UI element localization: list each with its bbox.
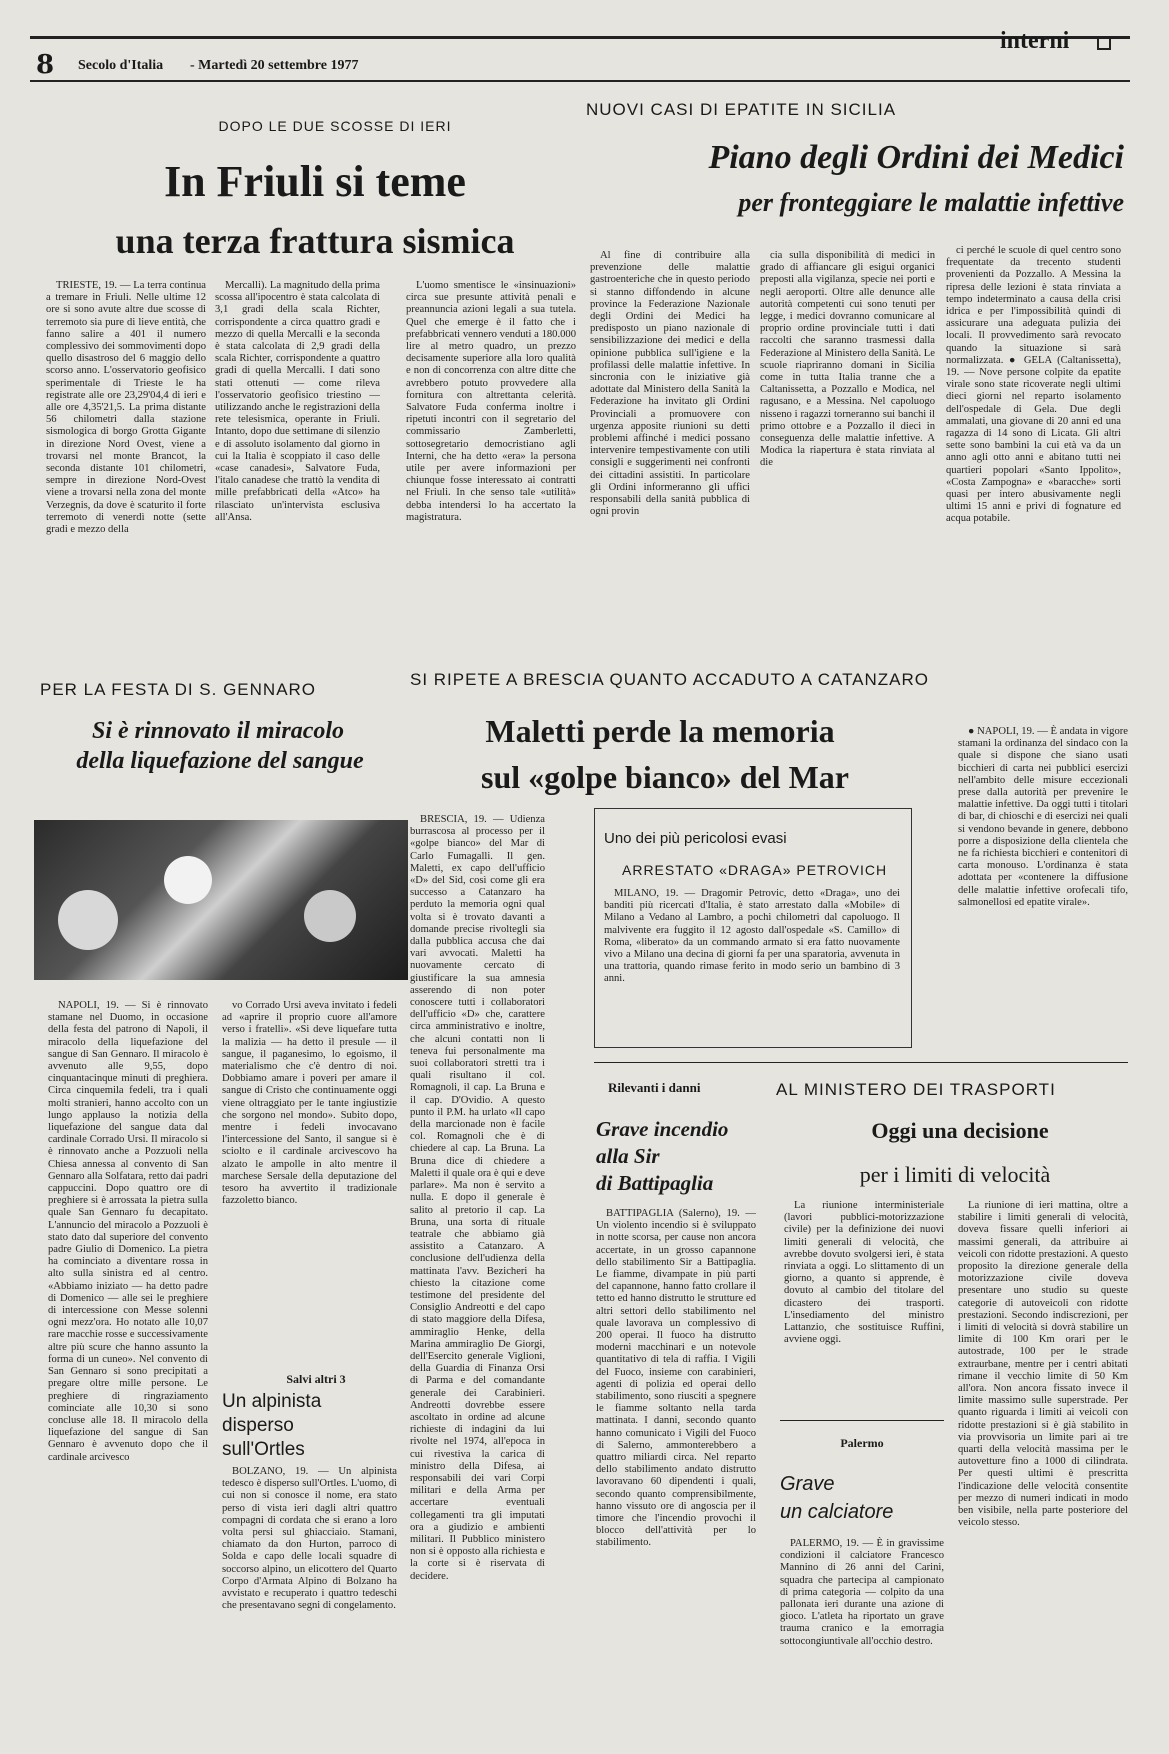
lower-right-rule	[594, 1062, 1128, 1063]
alpinista-headline-2: disperso	[222, 1415, 294, 1436]
battipaglia-headline-1: Grave incendio	[596, 1117, 729, 1141]
battipaglia-headline	[596, 1116, 776, 1197]
gennaro-column-2: vo Corrado Ursi aveva invitato i fedeli ad «aprire il proprio cuore all'amore verso i fratelli». «Si deve liquefare tutta la malizia — ha detto il presule — il sangue, il paganesimo, lo egoismo, il materialismo che c'è dentro di noi. Dobbiamo amare i poveri per amare il sangue di Cristo che continuamente oggi viene oltraggiato per le tante ingiustizie che sorgono nel mondo». Subito dopo, mentre i fedeli invocavano l'intercessione del Santo, il sangue si è sciolto e il cardinale arcivescovo ha alzato le ampolle in alto mentre il marchese Sersale della deputazione del tesoro ha avvertito il tradizionale fazzoletto bianco.	[222, 1000, 397, 1207]
masthead-rule	[30, 80, 1130, 82]
friuli-column-2: Mercalli). La magnitudo della prima scossa all'ipocentro è stata calcolata di 3,1 gradi della scala Richter, corrispondente a circa quattro gradi e mezzo di quella Mercalli e la seconda è stata calcolata di 2,9 gradi della scala Richter, corrispondente a quattro gradi di quella Mercalli. I dati sono stati ottenuti — come rileva l'osservatorio geofisico triestino — utilizzando anche le registrazioni della rete telesismica, operante in Friuli. Intanto, dopo due settimane di silenzio e di assoluto isolamento dal giorno in cui la Italia è scoppiato il caso delle «case canadesi», Salvatore Fuda, l'italo canadese che trattò la vendita di mille prefabbricati della «Atco» ha rilasciato un'intervista esclusiva all'Ansa.	[215, 280, 380, 523]
friuli-kicker: DOPO LE DUE SCOSSE DI IERI	[218, 118, 452, 134]
calciatore-headline-1: Grave	[780, 1473, 835, 1495]
velocita-column-1: La riunione interministeriale (lavori pubblici-motorizzazione civile) per la definizione dei nuovi limiti generali di velocità, che avrebbe dovuto svolgersi ieri, è stata rinviata a oggi. Lo slittamento di un giorno, a quanto si apprende, è dovuto al cambio del titolare del dicastero dei trasporti. L'insediamento del ministro Lattanzio, che sostituisce Ruffini, avviene oggi.	[784, 1200, 944, 1346]
battipaglia-headline-2: alla Sir	[596, 1144, 660, 1168]
calciatore-kicker: Palermo	[840, 1436, 884, 1450]
epatite-headline-2: per fronteggiare le malattie infettive	[738, 188, 1124, 217]
epatite-column-2: cia sulla disponibilità di medici in grado di affiancare gli esigui organici preposti alla vigilanza, specie nei porti e negli aeroporti. Oltre alle denunce alle autorità competenti cui sono tenuti per legge, i medici dovranno comunicare al proprio ordine provinciale tutti i dati raccolti che saranno trasmessi dalla Federazione al Ministero della Sanità. Le scuole riapriranno domani in Sicilia come in tutta Italia tranne che a Caltanissetta, a Pozzallo e Modica, nel ragusano, e a Messina. Nel capoluogo nisseno i ragazzi torneranno sui banchi il primo ottobre e a Pozzallo il dieci in conseguenza delle malattie infettive. A Modica la riapertura è stata rinviata al die	[760, 250, 935, 469]
alpinista-body: BOLZANO, 19. — Un alpinista tedesco è disperso sull'Ortles. L'uomo, di cui non si conosce il nome, era stato perso di vista ieri dagli altri quattro compagni di cordata che si erano a loro volta persi sul ghiacciaio. Stamani, chiamato da don Hurton, parroco di Solda e capo delle locali squadre di soccorso alpino, un elicottero del Quarto Corpo d'Armata Alpino di Bolzano ha avvistato e recuperato i quattro tedeschi che presentavano segni di congelamento.	[222, 1466, 397, 1612]
friuli-column-3: L'uomo smentisce le «insinuazioni» circa sue presunte attività penali e preannuncia azioni legali a sua tutela. Quel che emerge è il fatto che i prefabbricati vennero venduti a 180.000 lire al metro quadro, un prezzo decisamente superiore alla loro qualità e non di concorrenza con altre ditte che avrebbero potuto provvedere alla fornitura con altrettanta celerità. Salvatore Fuda conferma inoltre i ripetuti incontri con il segretario del commissario Zamberletti, sottosegretario democristiano agli Interni, che ha detto «era» la persona utile per avere informazioni per chiunque fosse interessato ai contratti nel Friuli. In che senso tale «utilità» debba intendersi lo ha accertato la magistratura.	[406, 280, 576, 523]
calciatore-headline-2: un calciatore	[780, 1501, 894, 1523]
gennaro-photo	[34, 820, 408, 980]
maletti-headline-1: Maletti perde la memoria	[485, 713, 835, 749]
maletti-headline-2: sul «golpe bianco» del Mar	[480, 759, 849, 795]
velocita-headline-1: Oggi una decisione	[871, 1118, 1049, 1143]
section-square-icon	[1097, 36, 1111, 50]
alpinista-headline-1: Un alpinista	[222, 1391, 322, 1412]
gennaro-headline-2: della liquefazione del sangue	[76, 748, 364, 774]
napoli-bicchieri-column: ● NAPOLI, 19. — È andata in vigore stamani la ordinanza del sindaco con la quale si dispone che siano usati bicchieri di carta nei pubblici esercizi nell'ambito delle misure eccezionali prese dalla autorità per prevenire le malattie infettive. Da oggi tutti i titolari di bar, di chioschi e di esercizi nei quali si vendono bevande in genere, debbono porre a disposizione della clientela che ne fa richiesta bicchieri e contenitori di carta monouso. L'ordinanza è stata adottata per «contenere la diffusione delle malattie infettive orofecali tifo, salmonellosi ed epatite virale».	[958, 726, 1128, 908]
friuli-headline-2: una terza frattura sismica	[115, 221, 515, 261]
photo-figure	[304, 890, 356, 942]
battipaglia-kicker: Rilevanti i danni	[608, 1080, 701, 1095]
alpinista-headline-3: sull'Ortles	[222, 1439, 305, 1460]
draga-headline: ARRESTATO «DRAGA» PETROVICH	[622, 862, 888, 878]
gennaro-headline-1: Si è rinnovato il miracolo	[91, 718, 345, 744]
maletti-kicker: SI RIPETE A BRESCIA QUANTO ACCADUTO A CATANZARO	[410, 670, 930, 689]
masthead-paper: Secolo d'Italia	[78, 58, 164, 73]
epatite-headline-1: Piano degli Ordini dei Medici	[708, 139, 1124, 176]
photo-figure	[58, 890, 118, 950]
calciatore-rule	[780, 1420, 944, 1421]
calciatore-body: PALERMO, 19. — È in gravissime condizioni il calciatore Francesco Mannino di 26 anni del Carini, squadra che partecipa al campionato di prima categoria — colpito da una pallonata ieri durante una azione di gioco. L'atleta ha riportato un grave trauma cranico e la emorragia sottocongiuntivale all'occhio destro.	[780, 1538, 944, 1647]
velocita-headline-2: per i limiti di velocità	[859, 1162, 1051, 1187]
epatite-column-1: Al fine di contribuire alla prevenzione delle malattie gastroenteriche che in questo periodo si stanno diffondendo in alcune province la Federazione Nazionale degli Ordini dei Medici ha predisposto un piano nazionale di sensibilizzazione dei medici e della opinione pubblica sull'igiene e la profilassi delle malattie infettive. In sincronia con le iniziative già adottate dal Ministero della Sanità la Federazione ha invitato gli Ordini Provinciali a promuovere con urgenza apposite riunioni su detti problemi affinché i medici possano intervenire tempestivamente con utili consigli e suggerimenti nei confronti dei cittadini assistiti. In particolare gli Ordini informeranno gli uffici responsabili della sanità pubblica di ogni provin	[590, 250, 750, 518]
epatite-column-3: ci perché le scuole di quel centro sono frequentate da trecento studenti provenienti da Pozzallo. A Messina la ripresa delle lezioni è stata rinviata a tempo indeterminato a causa della crisi idrica e per l'impossibilità quindi di assicurare una adeguata pulizia dei locali. Il provvedimento sarà revocato quando la situazione si sarà normalizzata. ● GELA (Caltanissetta), 19. — Nove persone colpite da epatite virale sono state ricoverate negli ultimi dieci giorni nel reparto isolamento dell'ospedale di Gela. Due degli ammalati, una giovane di 20 anni ed una ragazza di 14 sono di Licata. Gli altri sette sono bambini la cui età va da un anno agli otto anni e abitano tutti nei quartieri popolari «Santo Ippolito», «Costa Zampogna» e «baracche» sorti quasi per intero abusivamente negli ultimi 15 anni e privi di fognature ed acqua potabile.	[946, 245, 1121, 525]
alpinista-kicker: Salvi altri 3	[286, 1372, 346, 1386]
friuli-headline-1: In Friuli si teme	[164, 157, 466, 206]
battipaglia-body: BATTIPAGLIA (Salerno), 19. — Un violento incendio si è sviluppato in notte scorsa, per cause non ancora accertate, in un grosso capannone dello stabilimento Sir a Battipaglia. Le fiamme, divampate in più parti del capannone, hanno fatto crollare il tetto ed hanno distrutto le strutture ed altri settori dello stabilimento nel quale lavorava un complessivo di 200 operai. Il fuoco ha distrutto moderni macchinari e un notevole quantitativo di tela di raffia. I Vigili del Fuoco, insieme con carabinieri, agenti di polizia ed operai dello stabilimento, sono riusciti a spegnere le fiamme soltanto nella tarda mattinata. I danni, secondo quanto hanno comunicato i Vigili del Fuoco di Salerno, ammonterebbero a quattro miliardi circa. Nel reparto dello stabilimento andato distrutto lavoravano 60 dipendenti i quali, secondo quanto comprensibilmente, hanno vissuto ore di angoscia per il timore che l'incendio provochi il blocco dell'attività per lo stabilimento.	[596, 1208, 756, 1549]
masthead-date: - Martedì 20 settembre 1977	[190, 58, 359, 73]
page-number: 8	[36, 50, 55, 80]
draga-kicker: Uno dei più pericolosi evasi	[604, 830, 787, 847]
friuli-column-1: TRIESTE, 19. — La terra continua a tremare in Friuli. Nelle ultime 12 ore si sono avute altre due scosse di terremoto sia pure di lieve entità, che fanno salire a 401 il numero complessivo dei sommovimenti dopo quello disastroso del 6 maggio dello scorso anno. L'osservatorio geofisico sperimentale di Trieste le ha registrate alle ore 23,29'04,4 di ieri e alle ore 4,35'21,5. La prima distante 56 chilometri dalla stazione sismologica di borgo Grotta Gigante in direzione Nord Ovest, viene a trovarsi nel monte Brancot, la seconda distante 101 chilometri, sempre in direzione Nord-Ovest viene a trovarsi nella zona del monte Verzegnis, da dove è scaturito il forte terremoto di venerdì notte (sette gradi e mezzo della	[46, 280, 206, 536]
velocita-column-2: La riunione di ieri mattina, oltre a stabilire i limiti generali di velocità, doveva fissare quelli inferiori ai massimi generali, da attribuire ai veicoli con ridotte prestazioni. A questo proposito la direzione generale della motorizzazione civile doveva presentare uno studio su queste categorie di autoveicoli con ridotte prestazioni. Secondo indiscrezioni, per i limiti di velocità si dovrà stabilire un limite di 100 Km orari per le autostrade, 100 per le strade extraurbane, mentre per i centri abitati rimane il vecchio limite di 50 Km all'ora. Non ancora fissato invece il limite massimo sulle superstrade. Per quanto riguarda i limiti ai veicoli con ridotte prestazioni si è già stabilito in via provvisoria un limite pari ai tre quarti della velocità massima per le autovetture fino a 1000 di cilindrata. Per questi ultimi è prescritta l'indicazione delle velocità consentite per mezzo di numeri indicati in modo ben visibile, nella parte posteriore del veicolo stesso.	[958, 1200, 1128, 1529]
section-label: interni	[1000, 28, 1070, 54]
top-rule	[30, 36, 1130, 39]
battipaglia-headline-3: di Battipaglia	[596, 1171, 714, 1195]
alpinista-headline	[222, 1390, 392, 1462]
epatite-kicker: NUOVI CASI DI EPATITE IN SICILIA	[586, 100, 897, 119]
velocita-kicker: AL MINISTERO DEI TRASPORTI	[776, 1080, 1056, 1099]
gennaro-kicker: PER LA FESTA DI S. GENNARO	[40, 680, 317, 699]
photo-figure	[164, 856, 212, 904]
calciatore-headline	[780, 1470, 944, 1526]
gennaro-column-1: NAPOLI, 19. — Si è rinnovato stamane nel Duomo, in occasione della festa del patrono di Napoli, il miracolo della liquefazione del sangue di San Gennaro. Il miracolo è avvenuto alle 9,55, dopo cinquantacinque minuti di preghiera. Circa cinquemila fedeli, tra i quali molti stranieri, hanno accolto con un lungo applauso la notizia della liquefazione del sangue data dal cardinale Corrado Ursi. Il miracolo si è rinnovato anche a Pozzuoli nella Chiesa annessa al convento di San Gennaro alla Solfatara, retto dai padri cappuccini. Dopo quattro ore di preghiere si è arrossata la pietra sulla quale San Gennaro fu decapitato. L'annuncio del miracolo a Pozzuoli è stato dato dal superiore del convento padre Giulio di Domenico. La pietra ha cominciato a diventare rossa in alto sulla sinistra ed al centro. «Abbiamo iniziato — ha detto padre di Domenico — alle sei le preghiere di intercessione con Messe solenni ogni mezz'ora. Ho notato alle 10,07 rare macchie rosse e successivamente altre più scure che hanno assunto la forma di un cuneo». Nel convento di San Gennaro si sono precipitati a pregare oltre mille persone. Le preghiere di ringraziamento cominciate alle 10,30 si sono concluse alle 18. Il miracolo della liquefazione del sangue di San Gennaro è avvenuto dopo che il cardinale arcivesco	[48, 1000, 209, 1463]
draga-body: MILANO, 19. — Dragomir Petrovic, detto «Draga», uno dei banditi più ricercati d'Italia, è stato arrestato dalla «Mobile» di Milano a Vedano al Lambro, a pochi chilometri dal capoluogo. Il malvivente era fuggito il 12 agosto dall'ospedale «S. Camillo» di Roma, «liberato» da un commando armato si era fatto nuovamente vivo a Milano una decina di giorni fa per una sparatoria, avvenuta in una trattoria, quando rimase ferito in modo serio un bambino di 3 anni.	[604, 888, 900, 985]
maletti-column: BRESCIA, 19. — Udienza burrascosa al processo per il «golpe bianco» del Mar di Carlo Fumagalli. Il gen. Maletti, ex capo dell'ufficio «D» del Sid, così come gli era successo a Catanzaro ha perduto la memoria ogni qual volta si è trovato davanti a domande precise rivoltegli sia dalla pubblica accusa che dai vari avvocati. Maletti ha nuovamente cercato di giustificare la sua amnesia asserendo di non poter conoscere tutti i collaboratori dell'ufficio «D» che, carattere circa amministrativo e inoltre, che alcuni contatti non li teneva fui personalmente ma suoi collaboratori stretti tra i quali risultano il col. Romagnoli, il cap. La Bruna e il cap. D'Ovidio. A questo punto il P.M. ha urlato «Il capo della marcionade non è facile col. Romagnoli che è di chiedere al cap. La Bruna. La Bruna dice di chiedere a Maletti il quale ora è qui e deve parlare». Ma non è servito a nulla. E dopo il generale è salito al pretorio il cap. La Bruna, una sorta di rituale teatrale che abbiamo già assistito a Catanzaro. A conclusione dell'udienza della mattinata l'avv. Bezicheri ha chiesto la citazione come testimone del presidente del Consiglio Andreotti e del capo di stato maggiore della Difesa, ammiraglio Henke, della Marina ammiraglio De Giorgi, dell'Esercito generale Viglioni, della Guardia di Finanza Orsi di Parma e del comandante generale dei Carabinieri. Andreotti dovrebbe essere ascoltato in ordine ad alcune richieste di indagini da lui rivolte nel 1974, all'epoca in cui rivestiva la carica di ministro della Difesa, ai responsabili dei vari Corpi militari e della Arma per accertare eventuali collegamenti tra gli imputati ora a giudizio e ambienti militari. Il Pubblico ministero non si è opposto alla richiesta e la corte si è riservata di decidere.	[410, 814, 545, 1582]
